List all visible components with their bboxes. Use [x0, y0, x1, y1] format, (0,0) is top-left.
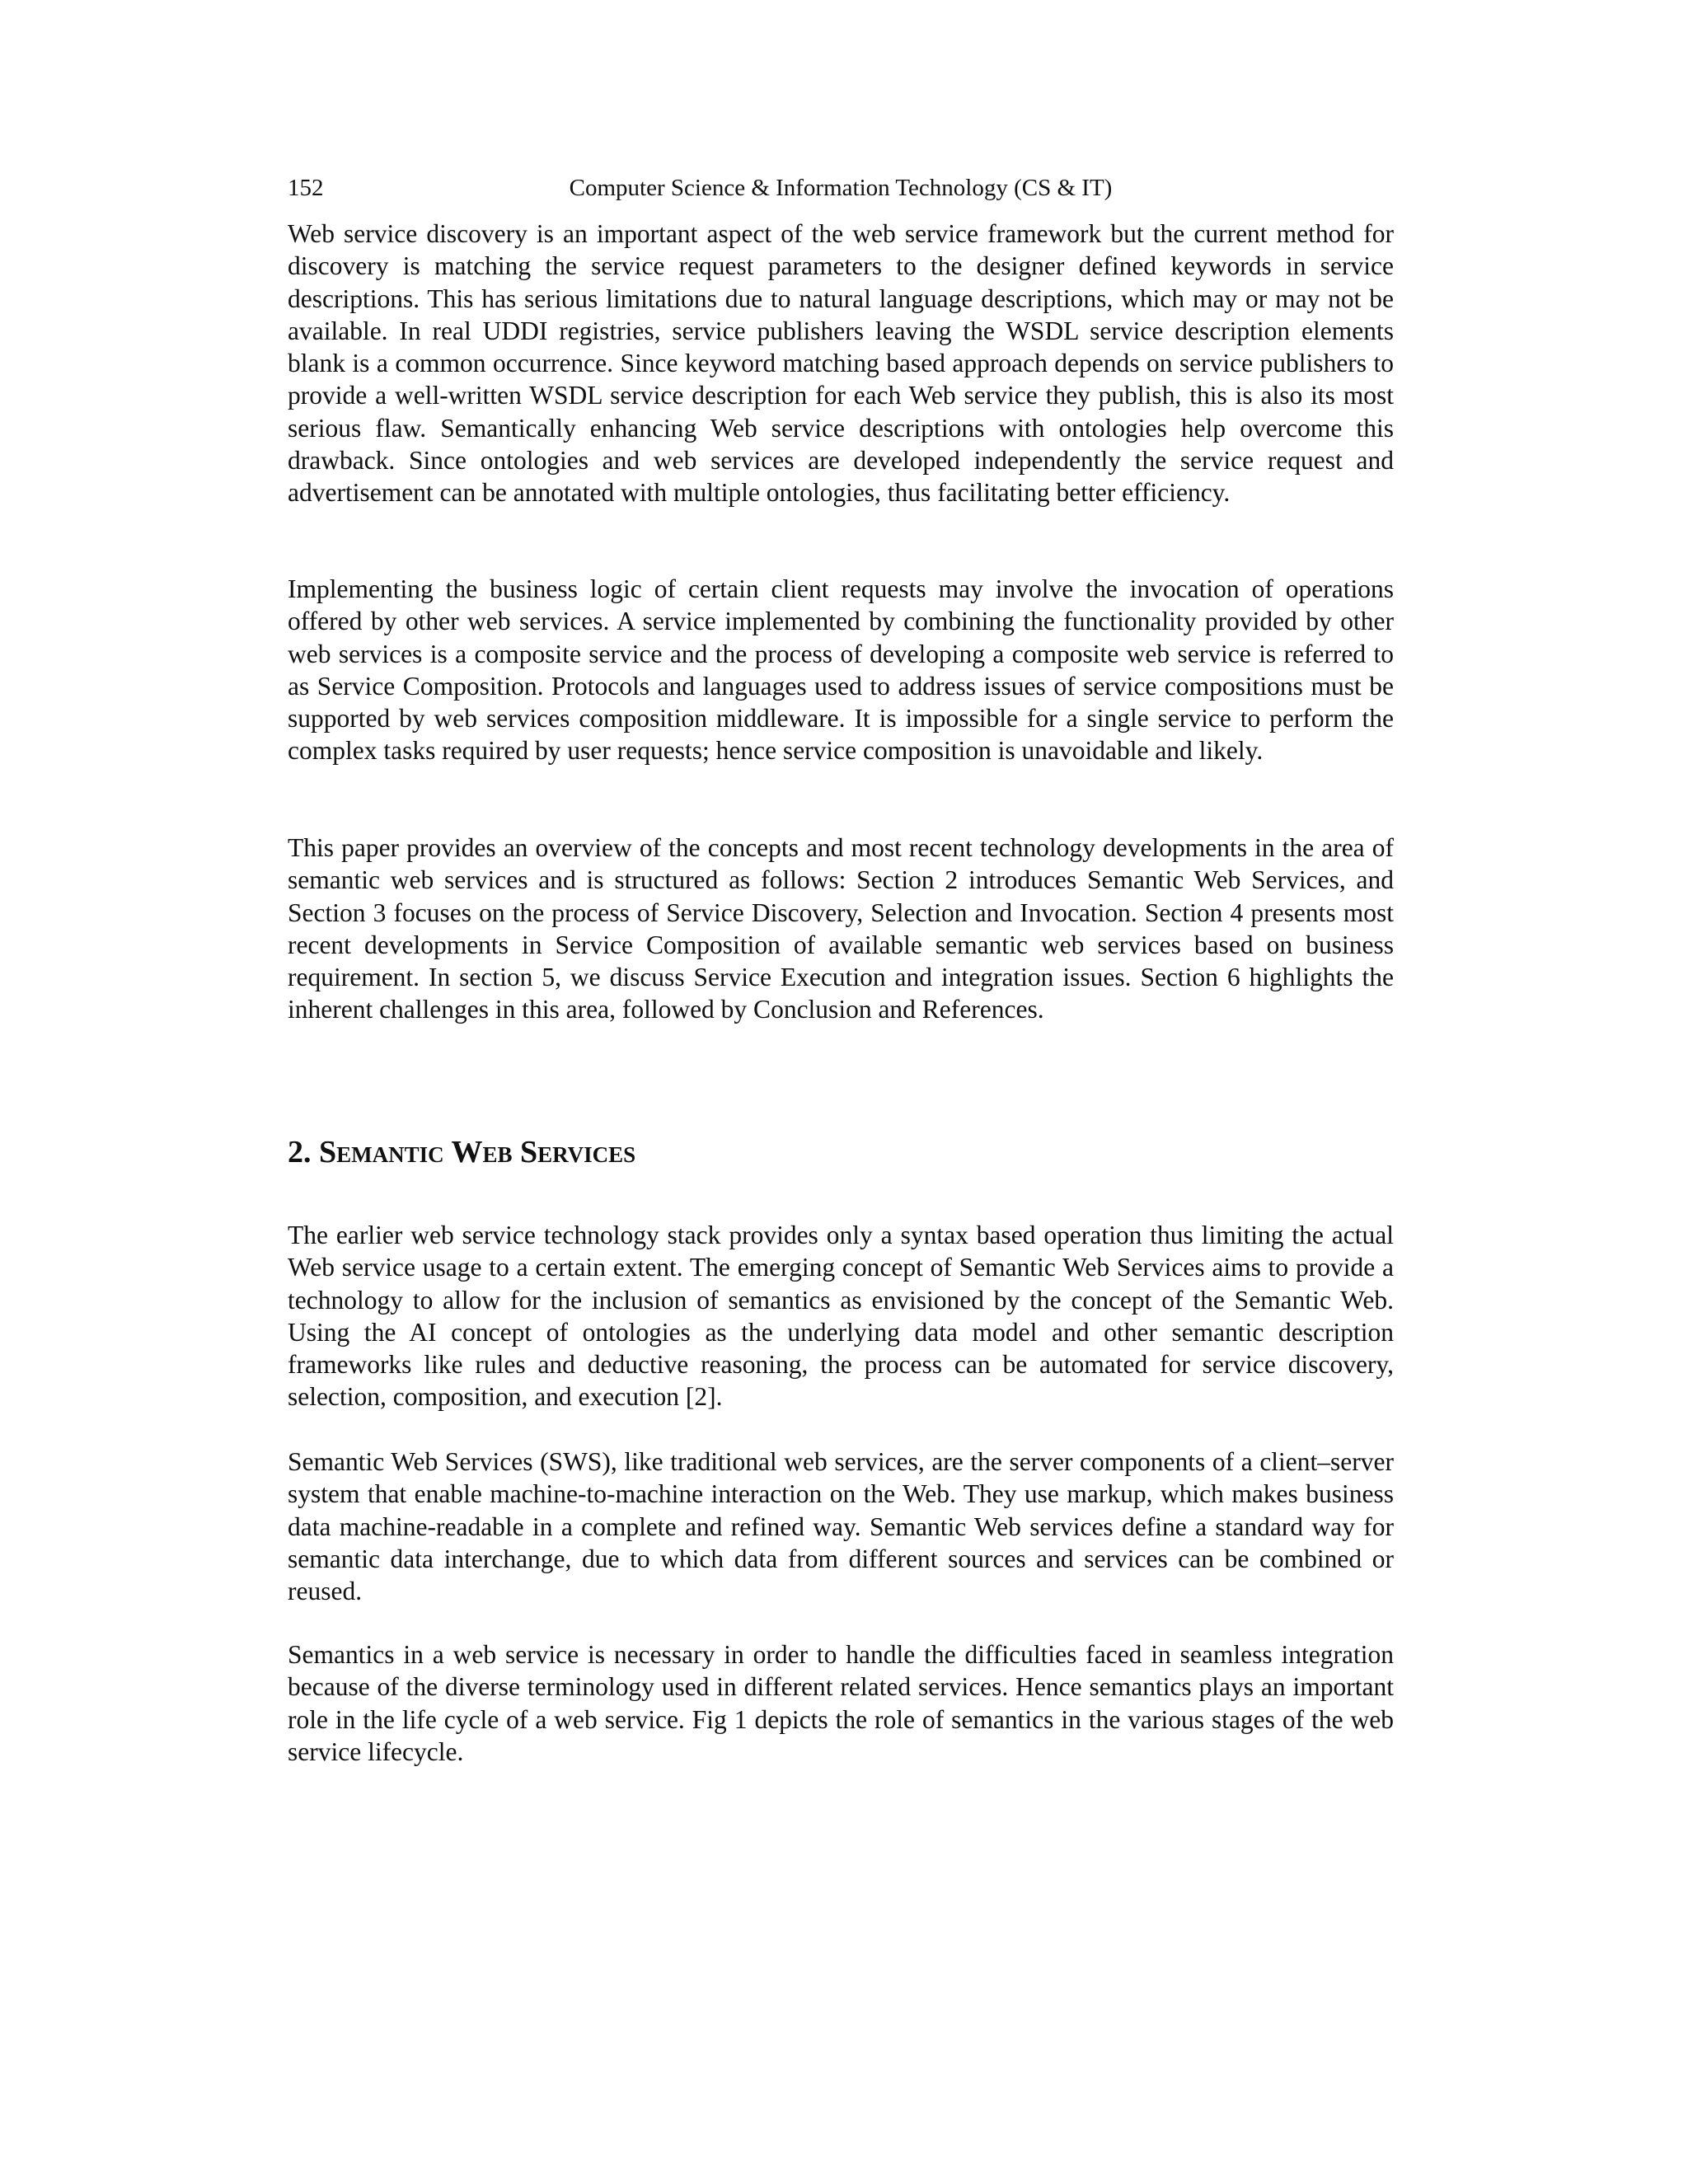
section-paragraph-semantics: Semantics in a web service is necessary in order to handle the difficulties faced in seamless integration because of the diverse terminology used in different related services. Hence semantics plays an important role in the life cycle of a web service. Fig 1 depicts the role of semantics in the various stages of the web service lifecycle.: [288, 1640, 1394, 1766]
intro-paragraph-composition: Implementing the business logic of certain client requests may involve the invocation of operations offered by other web services. A service implemented by combining the functionality provided by other web services is a composite service and the process of developing a composite web service is referred to as Service Composition. Protocols and languages used to address issues of service compositions must be supported by web services composition middleware. It is impossible for a single service to perform the complex tasks required by user requests; hence service composition is unavoidable and likely.: [288, 574, 1394, 766]
intro-paragraph-overview: This paper provides an overview of the concepts and most recent technology developments in the area of semantic web services and is structured as follows: Section 2 introduces Semantic Web Services, and Section 3 focuses on the process of Service Discovery, Selection and Invocation. Section 4 presents most recent developments in Service Composition of available semantic web services based on business requirement. In section 5, we discuss Service Execution and integration issues. Section 6 highlights the inherent challenges in this area, followed by Conclusion and References.: [288, 833, 1394, 1024]
page-number: 152: [288, 175, 324, 201]
running-header: [288, 171, 1394, 204]
section-heading: [288, 1132, 635, 1172]
section-paragraph-sws: Semantic Web Services (SWS), like traditional web services, are the server components of a client–server system that enable machine-to-machine interaction on the Web. They use markup, which makes business data machine-readable in a complete and refined way. Semantic Web services define a standard way for semantic data interchange, due to which data from different sources and services can be combined or reused.: [288, 1447, 1394, 1606]
paper-page: [288, 0, 1394, 2184]
journal-title: Computer Science & Information Technology (CS & IT): [569, 175, 1113, 201]
intro-paragraph-discovery: Web service discovery is an important aspect of the web service framework but the current method for discovery is matching the service request parameters to the designer defined keywords in service descriptions. This has serious limitations due to natural language descriptions, which may or may not be available. In real UDDI registries, service publishers leaving the WSDL service description elements blank is a common occurrence. Since keyword matching based approach depends on service publishers to provide a well-written WSDL service description for each Web service they publish, this is also its most serious flaw. Semantically enhancing Web service descriptions with ontologies help overcome this drawback. Since ontologies and web services are developed independently the service request and advertisement can be annotated with multiple ontologies, thus facilitating better efficiency.: [288, 219, 1394, 508]
section-title: Semantic Web Services: [319, 1135, 636, 1169]
section-paragraph-stack: The earlier web service technology stack provides only a syntax based operation thus limiting the actual Web service usage to a certain extent. The emerging concept of Semantic Web Services aims to provide a technology to allow for the inclusion of semantics as envisioned by the concept of the Semantic Web. Using the AI concept of ontologies as the underlying data model and other semantic description frameworks like rules and deductive reasoning, the process can be automated for service discovery, selection, composition, and execution [2].: [288, 1221, 1394, 1412]
section-number: 2.: [288, 1135, 312, 1169]
